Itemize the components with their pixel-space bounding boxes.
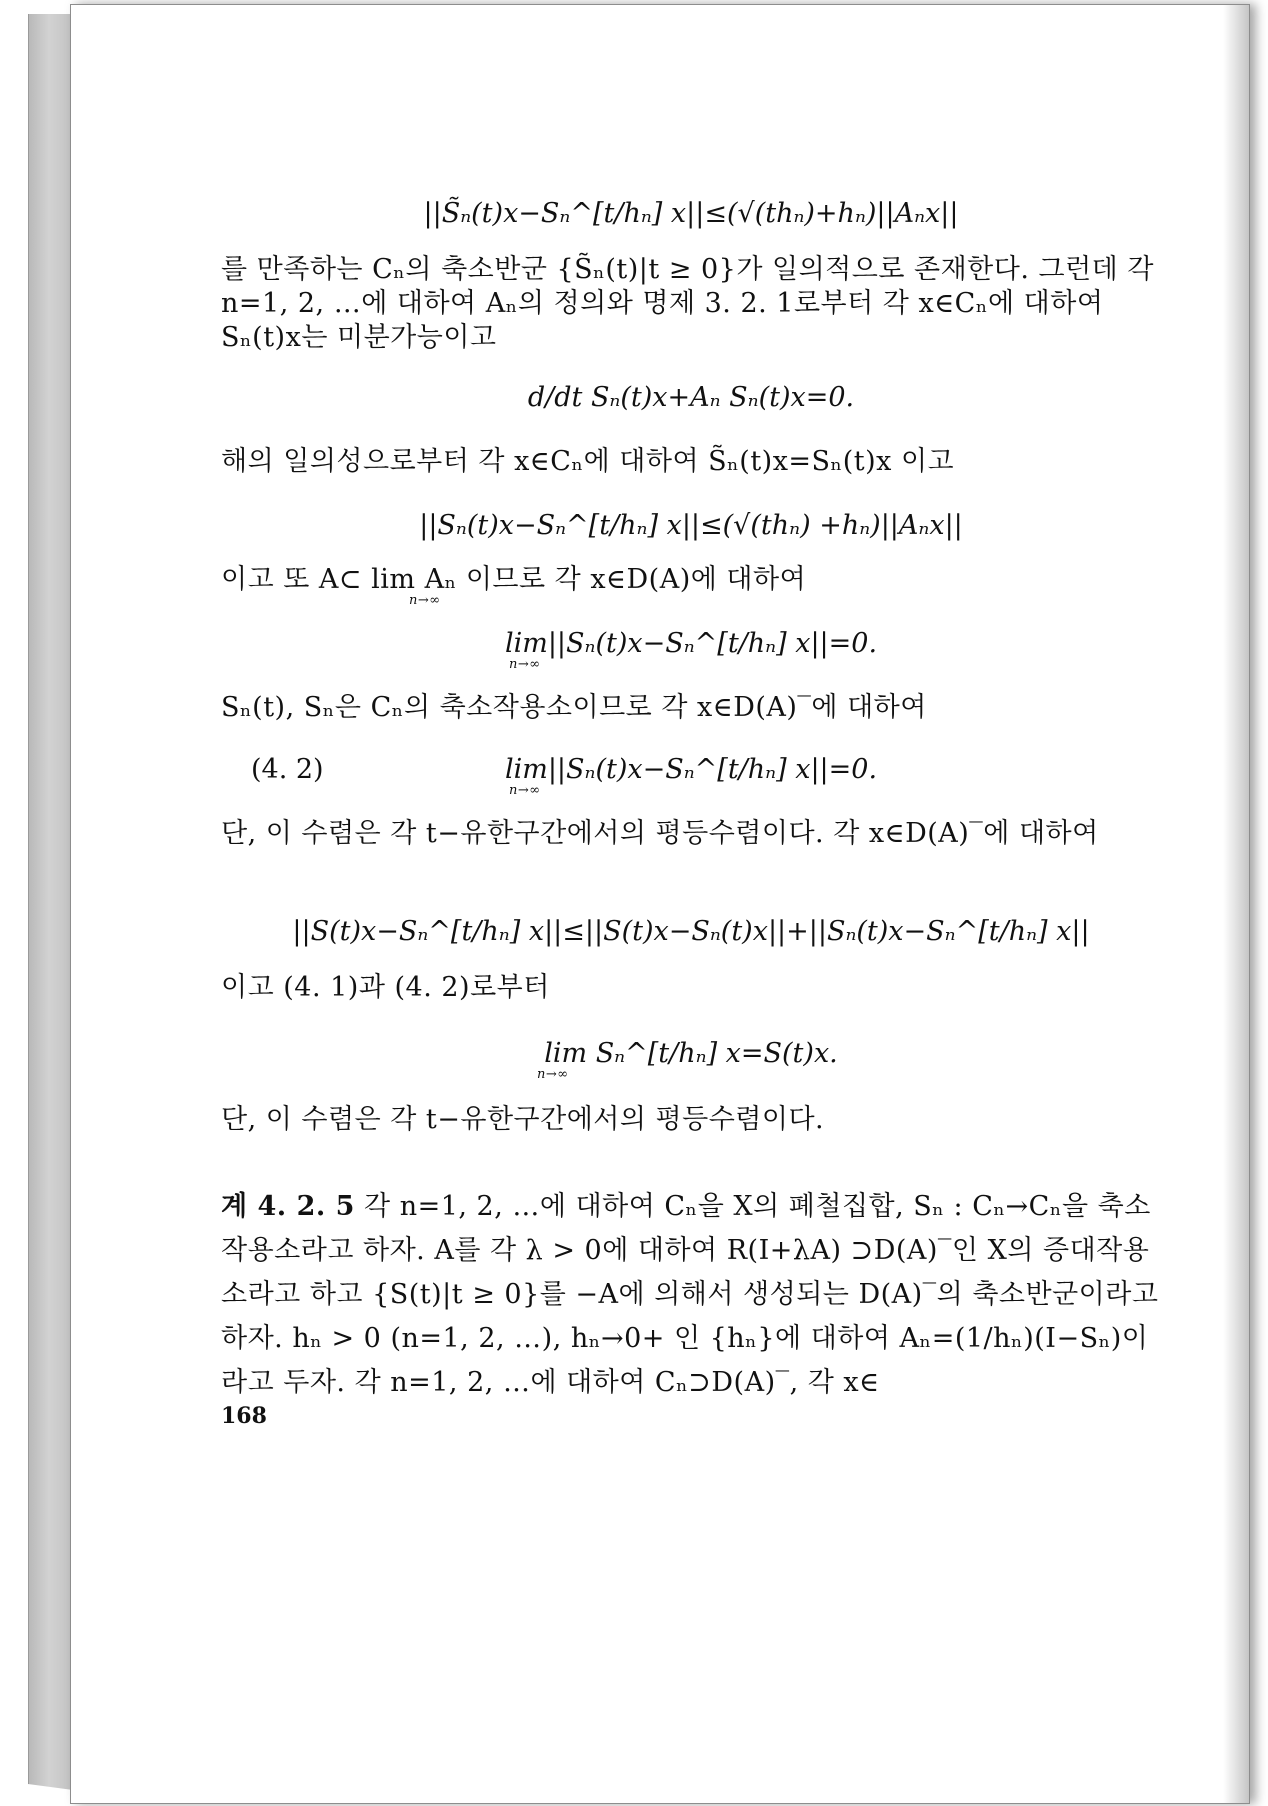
corollary-text: 각 n=1, 2, …에 대하여 Cₙ을 X의 폐철집합, Sₙ : Cₙ→Cₙ을 축소작용소라고 하자. A를 각 λ > 0에 대하여 R(I+λA) ⊃D(A)‾인 X의 증대작용소라고 하고 {S(t)|t ≥ 0}를 −A에 의해서 생성되는 D(A)‾의 축소반군이라고 하자. hₙ > 0 (n=1, 2, …), hₙ→0+ 인 {hₙ}에 대하여 Aₙ=(1/hₙ)(I−Sₙ)이라고 두자. 각 n=1, 2, …에 대하여 Cₙ⊃D(A)‾, 각 x∈: [221, 1191, 1168, 1398]
equation-6: ||S(t)x−Sₙ^[t/hₙ] x||≤||S(t)x−Sₙ(t)x||+||Sₙ(t)x−Sₙ^[t/hₙ] x||: [292, 916, 1090, 947]
paragraph-3: 이고 또 A⊂ lim Aₙ 이므로 각 x∈D(A)에 대하여: [221, 564, 807, 595]
equation-number: (4. 2): [251, 754, 324, 785]
paragraph-7: 단, 이 수렴은 각 t−유한구간에서의 평등수렴이다.: [221, 1104, 825, 1135]
equation-2: d/dt Sₙ(t)x+Aₙ Sₙ(t)x=0.: [527, 382, 855, 413]
equation-7: lim Sₙ^[t/hₙ] x=S(t)x.: [544, 1038, 838, 1069]
equation-3: ||Sₙ(t)x−Sₙ^[t/hₙ] x||≤(√(thₙ) +hₙ)||Aₙx||: [419, 510, 963, 541]
equation-1: ||S̃ₙ(t)x−Sₙ^[t/hₙ] x||≤(√(thₙ)+hₙ)||Aₙx||: [423, 198, 959, 229]
corollary-block: [221, 1185, 1168, 1405]
paragraph-4: Sₙ(t), Sₙ은 Cₙ의 축소작용소이므로 각 x∈D(A)‾에 대하여: [221, 692, 927, 723]
paragraph-5: 단, 이 수렴은 각 t−유한구간에서의 평등수렴이다. 각 x∈D(A)‾에 대하여: [221, 818, 1099, 849]
lim-subscript-4: n→∞: [537, 1067, 569, 1082]
book-page: [70, 4, 1250, 1804]
page-content: [71, 5, 1249, 1803]
equation-5: lim||Sₙ(t)x−Sₙ^[t/hₙ] x||=0.: [504, 754, 878, 785]
page-number: 168: [221, 1403, 267, 1429]
corollary-label: 계 4. 2. 5: [221, 1191, 355, 1222]
equation-4: lim||Sₙ(t)x−Sₙ^[t/hₙ] x||=0.: [504, 628, 878, 659]
paragraph-2: 해의 일의성으로부터 각 x∈Cₙ에 대하여 S̃ₙ(t)x=Sₙ(t)x 이고: [221, 446, 955, 477]
book-spine: [28, 14, 73, 1790]
lim-subscript-3: n→∞: [509, 783, 541, 798]
lim-subscript-2: n→∞: [509, 657, 541, 672]
paragraph-1: 를 만족하는 Cₙ의 축소반군 {S̃ₙ(t)|t ≥ 0}가 일의적으로 존재한다. 그런데 각 n=1, 2, …에 대하여 Aₙ의 정의와 명제 3. 2. 1로부터 각 x∈Cₙ에 대하여 Sₙ(t)x는 미분가능이고: [221, 254, 1164, 353]
paragraph-6: 이고 (4. 1)과 (4. 2)로부터: [221, 972, 550, 1003]
lim-subscript-1: n→∞: [409, 593, 441, 608]
